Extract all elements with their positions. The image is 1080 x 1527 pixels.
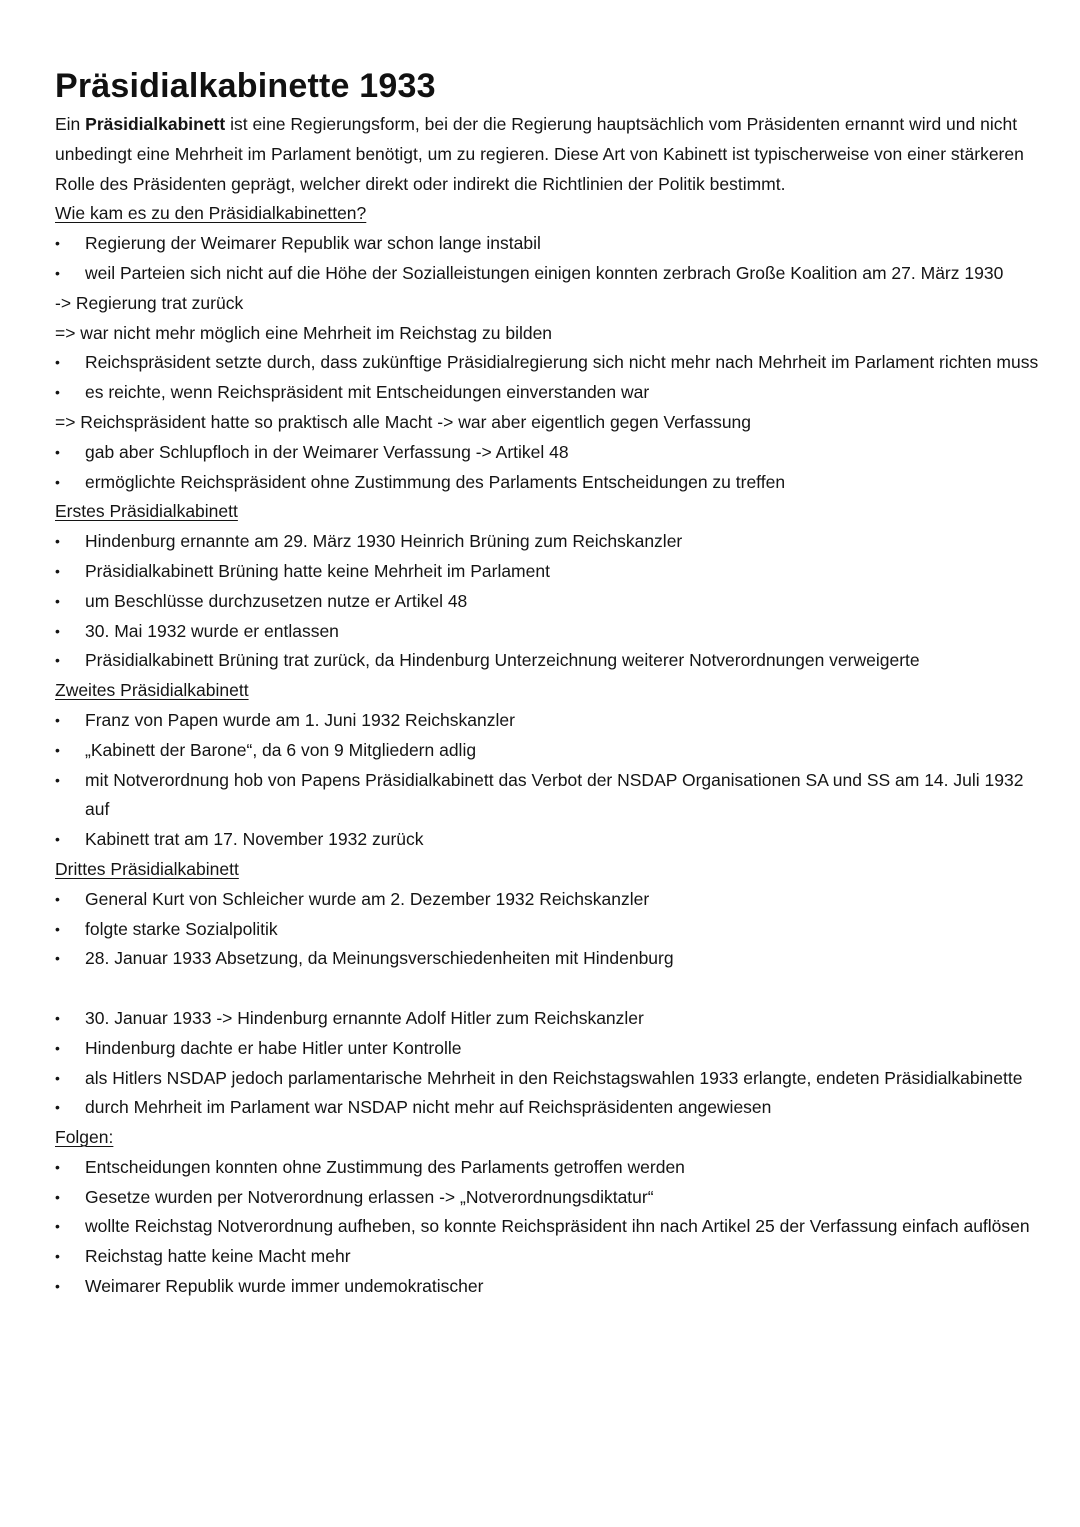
bullet-dot-icon: • — [55, 1188, 60, 1205]
bullet-dot-icon: • — [55, 354, 60, 371]
list-item — [55, 825, 1045, 855]
list-item-text: weil Parteien sich nicht auf die Höhe der Sozialleistungen einigen konnten zerbrach Große Koalition am 27. März 1930 — [85, 262, 1004, 283]
list-item-text: 28. Januar 1933 Absetzung, da Meinungsverschiedenheiten mit Hindenburg — [85, 948, 674, 969]
bullet-dot-icon: • — [55, 1099, 60, 1116]
bullet-dot-icon: • — [55, 622, 60, 639]
list-item-text: Hindenburg ernannte am 29. März 1930 Heinrich Brüning zum Reichskanzler — [85, 531, 683, 552]
bullet-dot-icon: • — [55, 741, 60, 758]
origin-line-1: -> Regierung trat zurück — [55, 292, 244, 313]
list-item — [55, 259, 1045, 289]
list-item — [55, 1064, 1045, 1094]
list-item — [55, 438, 1045, 468]
list-item — [55, 587, 1045, 617]
bullet-dot-icon: • — [55, 592, 60, 609]
list-item — [55, 944, 1045, 974]
page-title: Präsidialkabinette 1933 — [55, 67, 436, 105]
list-item — [55, 1272, 1045, 1302]
list-item-text: Kabinett trat am 17. November 1932 zurück — [85, 829, 424, 850]
list-item-text: Gesetze wurden per Notverordnung erlassen -> „Notverordnungsdiktatur“ — [85, 1186, 654, 1207]
list-item — [55, 1183, 1045, 1213]
origin-line-3: => Reichspräsident hatte so praktisch alle Macht -> war aber eigentlich gegen Verfassung — [55, 411, 752, 432]
bullet-dot-icon: • — [55, 264, 60, 281]
bullet-dot-icon: • — [55, 384, 60, 401]
bullet-dot-icon: • — [55, 920, 60, 937]
document-page — [55, 64, 1045, 1302]
list-item — [55, 527, 1045, 557]
list-item — [55, 766, 1045, 826]
bullet-dot-icon: • — [55, 443, 60, 460]
bullet-list-third — [55, 885, 1045, 974]
bullet-dot-icon: • — [55, 950, 60, 967]
bullet-list-end — [55, 1004, 1045, 1123]
list-item — [55, 1093, 1045, 1123]
section-heading-first: Erstes Präsidialkabinett — [55, 501, 238, 522]
list-item — [55, 1034, 1045, 1064]
list-item-text: Hindenburg dachte er habe Hitler unter Kontrolle — [85, 1037, 462, 1058]
list-item-text: 30. Januar 1933 -> Hindenburg ernannte Adolf Hitler zum Reichskanzler — [85, 1007, 644, 1028]
bullet-dot-icon: • — [55, 1039, 60, 1056]
list-item-text: wollte Reichstag Notverordnung aufheben, so konnte Reichspräsident ihn nach Artikel 25 der Verfassung einfach auflösen — [85, 1216, 1030, 1237]
bullet-list-consequences — [55, 1153, 1045, 1302]
bullet-dot-icon: • — [55, 1218, 60, 1235]
bullet-dot-icon: • — [55, 711, 60, 728]
bullet-dot-icon: • — [55, 652, 60, 669]
bullet-dot-icon: • — [55, 1069, 60, 1086]
section-heading-origin: Wie kam es zu den Präsidialkabinetten? — [55, 203, 367, 224]
bullet-dot-icon: • — [55, 890, 60, 907]
bullet-dot-icon: • — [55, 771, 60, 788]
list-item-text: 30. Mai 1932 wurde er entlassen — [85, 620, 339, 641]
bullet-dot-icon: • — [55, 1278, 60, 1295]
list-item — [55, 1004, 1045, 1034]
bullet-list-origin-b — [55, 348, 1045, 408]
list-item-text: General Kurt von Schleicher wurde am 2. Dezember 1932 Reichskanzler — [85, 888, 650, 909]
list-item-text: Präsidialkabinett Brüning trat zurück, da Hindenburg Unterzeichnung weiterer Notverordnungen verweigerte — [85, 650, 920, 671]
list-item — [55, 1212, 1045, 1242]
list-item-text: Entscheidungen konnten ohne Zustimmung des Parlaments getroffen werden — [85, 1156, 685, 1177]
section-heading-consequences: Folgen: — [55, 1127, 114, 1148]
bullet-dot-icon: • — [55, 1158, 60, 1175]
bullet-dot-icon: • — [55, 1248, 60, 1265]
intro-rest: ist eine Regierungsform, bei der die Regierung hauptsächlich vom Präsidenten ernannt wird und nicht unbedingt eine Mehrheit im Parlament benötigt, um zu regieren. Diese Art von Kabinett ist typischerweise von einer stärkeren Rolle des Präsidenten geprägt, welcher direkt oder indirekt die Richtlinien der Politik bestimmt. — [55, 114, 1024, 194]
list-item-text: gab aber Schlupfloch in der Weimarer Verfassung -> Artikel 48 — [85, 441, 569, 462]
list-item — [55, 1242, 1045, 1272]
bullet-dot-icon: • — [55, 533, 60, 550]
list-item — [55, 736, 1045, 766]
list-item — [55, 1153, 1045, 1183]
list-item — [55, 378, 1045, 408]
bullet-list-origin-a — [55, 229, 1045, 289]
list-item — [55, 706, 1045, 736]
section-heading-second: Zweites Präsidialkabinett — [55, 680, 249, 701]
list-item-text: als Hitlers NSDAP jedoch parlamentarische Mehrheit in den Reichstagswahlen 1933 erlangte, endeten Präsidialkabinette — [85, 1067, 1023, 1088]
list-item — [55, 348, 1045, 378]
bullet-list-second — [55, 706, 1045, 855]
list-item — [55, 557, 1045, 587]
bullet-list-origin-c — [55, 438, 1045, 498]
intro-term: Präsidialkabinett — [85, 114, 226, 134]
section-heading-third: Drittes Präsidialkabinett — [55, 858, 239, 879]
list-item-text: um Beschlüsse durchzusetzen nutze er Artikel 48 — [85, 590, 468, 611]
list-item-text: Weimarer Republik wurde immer undemokratischer — [85, 1276, 484, 1297]
list-item — [55, 229, 1045, 259]
list-item-text: Reichstag hatte keine Macht mehr — [85, 1246, 351, 1267]
intro-lead: Ein — [55, 114, 86, 134]
list-item-text: mit Notverordnung hob von Papens Präsidialkabinett das Verbot der NSDAP Organisationen SA und SS am 14. Juli 1932 auf — [85, 769, 1024, 820]
list-item-text: Reichspräsident setzte durch, dass zukünftige Präsidialregierung sich nicht mehr nach Mehrheit im Parlament richten muss — [85, 352, 1039, 373]
bullet-dot-icon: • — [55, 473, 60, 490]
list-item-text: „Kabinett der Barone“, da 6 von 9 Mitgliedern adlig — [85, 739, 477, 760]
list-item — [55, 646, 1045, 676]
list-item-text: Franz von Papen wurde am 1. Juni 1932 Reichskanzler — [85, 709, 515, 730]
bullet-dot-icon: • — [55, 562, 60, 579]
intro-paragraph — [55, 110, 1045, 199]
bullet-dot-icon: • — [55, 235, 60, 252]
list-item-text: Präsidialkabinett Brüning hatte keine Mehrheit im Parlament — [85, 560, 550, 581]
list-item-text: folgte starke Sozialpolitik — [85, 918, 278, 939]
list-item — [55, 915, 1045, 945]
bullet-list-first — [55, 527, 1045, 676]
list-item-text: es reichte, wenn Reichspräsident mit Entscheidungen einverstanden war — [85, 382, 650, 403]
list-item-text: ermöglichte Reichspräsident ohne Zustimmung des Parlaments Entscheidungen zu treffen — [85, 471, 786, 492]
list-item — [55, 617, 1045, 647]
bullet-dot-icon: • — [55, 1009, 60, 1026]
blank-line — [55, 974, 1045, 1004]
list-item — [55, 885, 1045, 915]
list-item — [55, 468, 1045, 498]
bullet-dot-icon: • — [55, 831, 60, 848]
origin-line-2: => war nicht mehr möglich eine Mehrheit im Reichstag zu bilden — [55, 322, 553, 343]
list-item-text: durch Mehrheit im Parlament war NSDAP nicht mehr auf Reichspräsidenten angewiesen — [85, 1097, 772, 1118]
list-item-text: Regierung der Weimarer Republik war schon lange instabil — [85, 233, 541, 254]
